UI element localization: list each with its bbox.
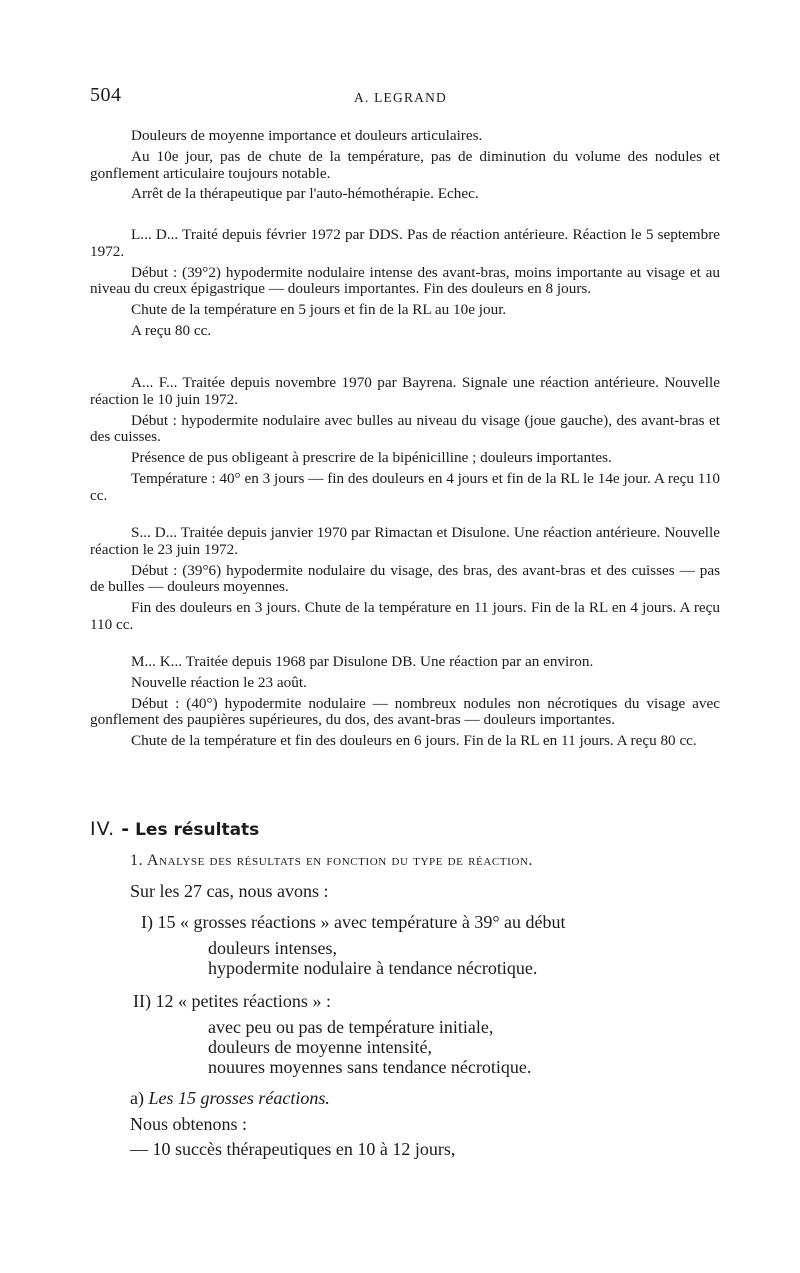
case-block-2: [90, 227, 720, 344]
page-number: 504: [90, 84, 122, 106]
paragraph: L... D... Traité depuis février 1972 par DDS. Pas de réaction antérieure. Réaction le 5 septembre 1972.: [90, 226, 720, 260]
list-item-2-line: nouures moyennes sans tendance nécrotique.: [208, 1057, 532, 1077]
list-item-2-head: II) 12 « petites réactions » :: [133, 991, 331, 1011]
paragraph: Début : (39°2) hypodermite nodulaire intense des avant-bras, moins importante au visage et au niveau du creux épigastrique — douleurs importantes. Fin des douleurs en 8 jours.: [90, 263, 720, 298]
paragraph: M... K... Traitée depuis 1968 par Disulone DB. Une réaction par an environ.: [131, 653, 594, 670]
paragraph: Température : 40° en 3 jours — fin des douleurs en 4 jours et fin de la RL le 14e jour. A reçu 110 cc.: [90, 469, 720, 504]
case-block-3: [90, 375, 720, 509]
subheading-a-title: Les 15 grosses réactions.: [148, 1088, 330, 1108]
paragraph: S... D... Traitée depuis janvier 1970 par Rimactan et Disulone. Une réaction antérieure. Nouvelle réaction le 23 juin 1972.: [90, 524, 720, 558]
paragraph: A... F... Traitée depuis novembre 1970 par Bayrena. Signale une réaction antérieure. Nouvelle réaction le 10 juin 1972.: [90, 374, 720, 408]
list-item-1-line: douleurs intenses,: [208, 938, 337, 958]
paragraph: Fin des douleurs en 3 jours. Chute de la température en 11 jours. Fin de la RL en 4 jours. A reçu 110 cc.: [90, 599, 720, 633]
paragraph: Chute de la température en 5 jours et fin de la RL au 10e jour.: [131, 301, 507, 319]
running-head: A. LEGRAND: [354, 90, 447, 105]
paragraph: Début : (39°6) hypodermite nodulaire du visage, des bras, des avant-bras et des cuisses — pas de bulles — douleurs moyennes.: [90, 561, 720, 596]
subheading-a: [130, 1087, 770, 1109]
paragraph: A reçu 80 cc.: [131, 321, 212, 339]
paragraph: Douleurs de moyenne importance et douleurs articulaires.: [131, 127, 483, 144]
list-item-2-line: douleurs de moyenne intensité,: [208, 1037, 432, 1057]
case-block-1: [90, 128, 720, 207]
paragraph: Début : (40°) hypodermite nodulaire — nombreux nodules non nécrotiques du visage avec gonflement des paupières supérieures, du dos, des avant-bras — douleurs importantes.: [90, 694, 720, 729]
subheading-a-prefix: a): [130, 1088, 144, 1108]
section-numeral: IV.: [90, 818, 116, 840]
section-title: Les résultats: [135, 820, 260, 840]
intro-line: Sur les 27 cas, nous avons :: [130, 881, 329, 901]
paragraph: Au 10e jour, pas de chute de la température, pas de diminution du volume des nodules et gonflement articulaire toujours notable.: [90, 147, 720, 182]
obtain-line: Nous obtenons :: [130, 1114, 247, 1134]
paragraph: Début : hypodermite nodulaire avec bulles au niveau du visage (joue gauche), des avant-bras et des cuisses.: [90, 411, 720, 446]
subsection-heading: 1. Analyse des résultats en fonction du type de réaction.: [130, 852, 534, 869]
case-block-5: [90, 654, 720, 754]
paragraph: Présence de pus obligeant à prescrire de la bipénicilline ; douleurs importantes.: [131, 449, 612, 467]
paragraph: Nouvelle réaction le 23 août.: [131, 673, 307, 691]
list-item-1-line: hypodermite nodulaire à tendance nécrotique.: [208, 958, 538, 978]
section-heading: [90, 818, 259, 840]
page-header: [90, 84, 720, 114]
case-block-4: [90, 525, 720, 638]
result-line: — 10 succès thérapeutiques en 10 à 12 jours,: [130, 1139, 456, 1159]
section-dash: -: [121, 818, 130, 840]
list-item-2-line: avec peu ou pas de température initiale,: [208, 1017, 494, 1037]
paragraph: Arrêt de la thérapeutique par l'auto-hémothérapie. Echec.: [131, 185, 479, 203]
paragraph: Chute de la température et fin des douleurs en 6 jours. Fin de la RL en 11 jours. A reçu 80 cc.: [131, 732, 697, 750]
list-item-1-head: I) 15 « grosses réactions » avec température à 39° au début: [141, 912, 566, 932]
